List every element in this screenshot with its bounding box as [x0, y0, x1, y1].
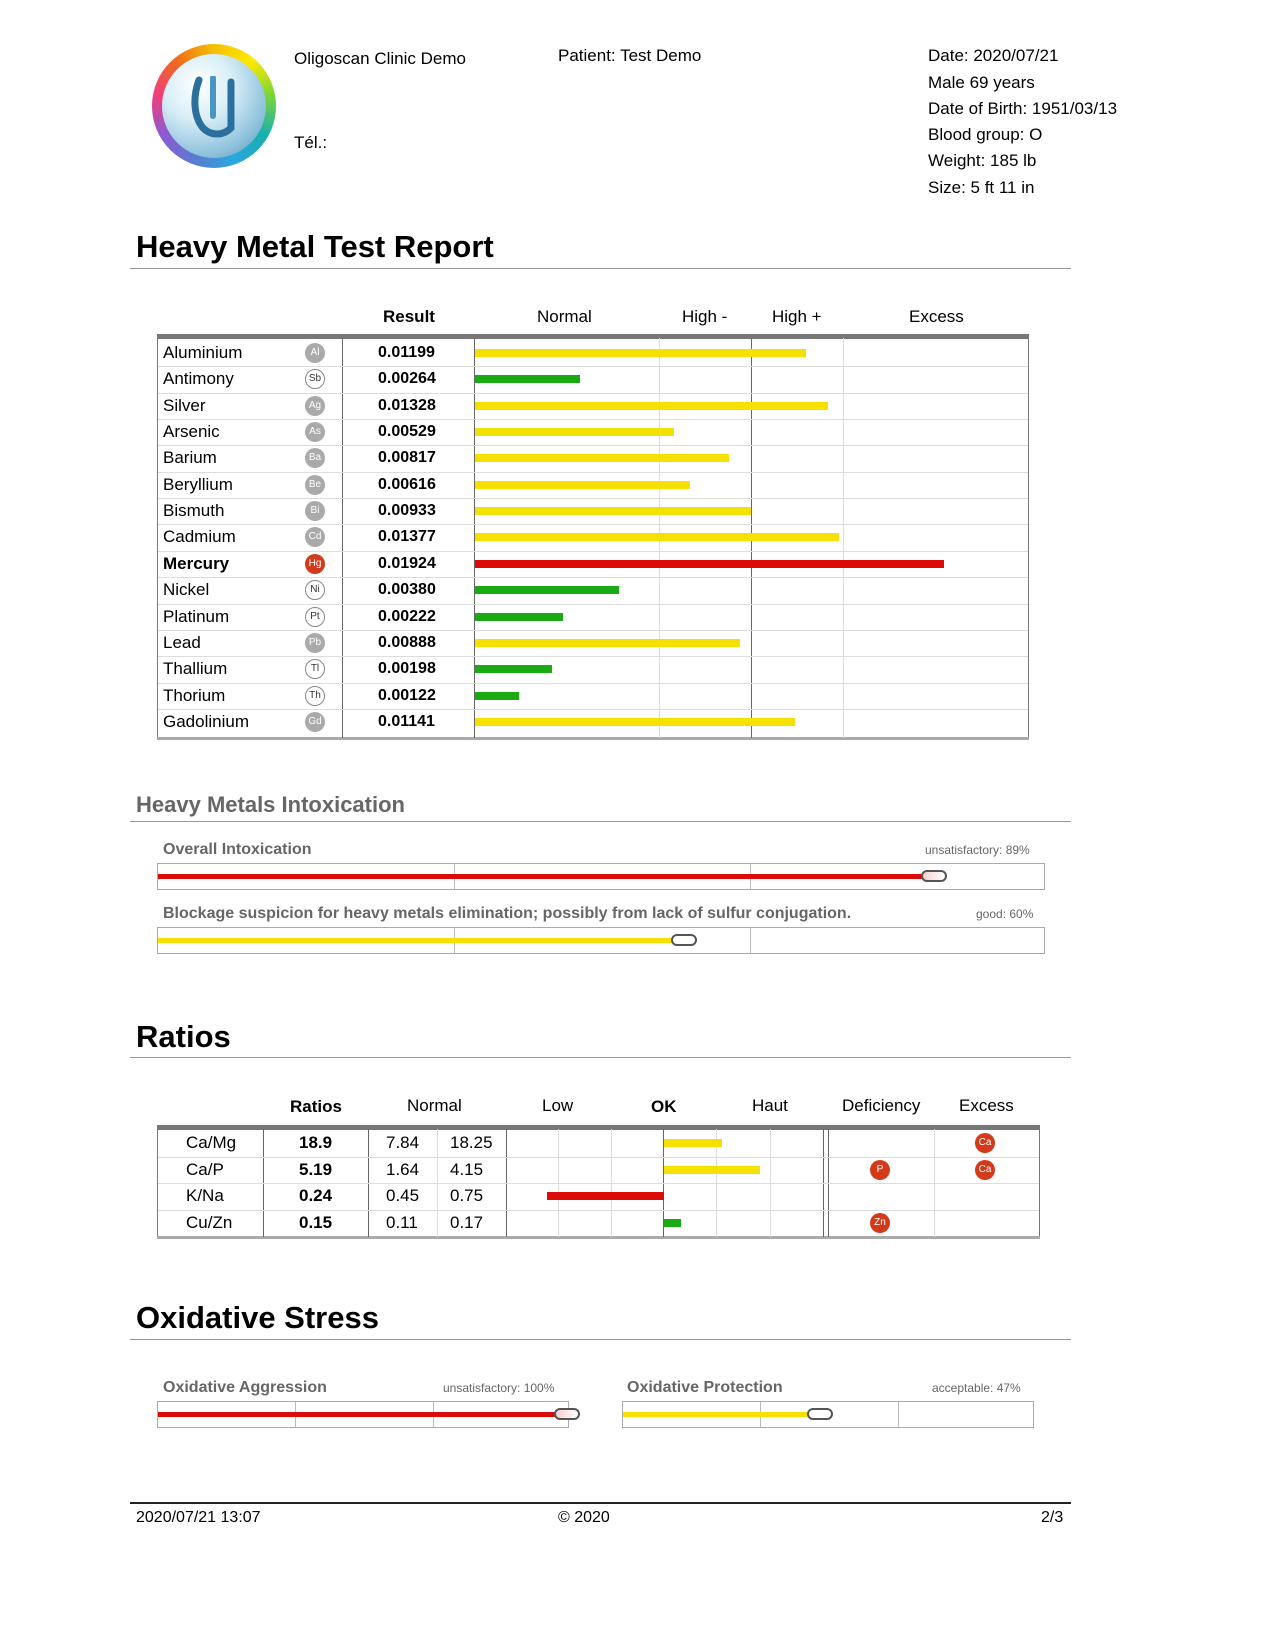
- metal-result-value: 0.01141: [378, 713, 435, 730]
- gauge-label: Overall Intoxication: [163, 841, 312, 858]
- col-haut: Haut: [752, 1096, 788, 1115]
- col-divider: [843, 338, 844, 738]
- gauge-label: Oxidative Aggression: [163, 1379, 327, 1396]
- col-excess: Excess: [959, 1096, 1014, 1115]
- ratio-name: Cu/Zn: [186, 1213, 233, 1232]
- metal-result-value: 0.00198: [378, 660, 436, 677]
- ratio-normal-min: 0.11: [386, 1213, 418, 1232]
- metal-result-value: 0.00222: [378, 608, 436, 625]
- col-high-minus: High -: [682, 307, 728, 326]
- metal-result-value: 0.01377: [378, 528, 436, 545]
- gauge-fill-bar: [158, 1412, 558, 1417]
- gauge-label: Blockage suspicion for heavy metals elimination; possibly from lack of sulfur conjugation.: [163, 905, 852, 922]
- deficiency-element-badge: P: [870, 1160, 890, 1180]
- element-symbol-badge: Pb: [305, 633, 325, 653]
- table-bottom-bar: [157, 1236, 1040, 1239]
- element-symbol-badge: Ag: [305, 396, 325, 416]
- row-divider: [158, 683, 1028, 684]
- element-symbol-badge: Sb: [305, 369, 325, 389]
- oxidative-title: Oxidative Stress: [136, 1300, 379, 1335]
- metal-level-bar: [475, 454, 729, 462]
- row-divider: [158, 577, 1028, 578]
- metal-result-value: 0.00380: [378, 581, 436, 598]
- row-divider: [158, 709, 1028, 710]
- patient-size: Size: 5 ft 11 in: [928, 178, 1035, 197]
- footer-divider: [130, 1502, 1071, 1504]
- ratio-name: Ca/Mg: [186, 1133, 237, 1152]
- ratio-value: 0.24: [299, 1186, 333, 1205]
- patient-name: Patient: Test Demo: [558, 46, 702, 65]
- footer-copyright: © 2020: [558, 1509, 610, 1526]
- col-deficiency: Deficiency: [842, 1096, 921, 1115]
- oxidative-aggression-gauge: [157, 1401, 569, 1428]
- row-divider: [158, 1157, 1039, 1158]
- patient-dob: Date of Birth: 1951/03/13: [928, 99, 1118, 118]
- overall-intoxication-gauge: [157, 863, 1045, 890]
- element-symbol-badge: Hg: [305, 554, 325, 574]
- clinic-name: Oligoscan Clinic Demo: [294, 49, 466, 68]
- metal-level-bar: [475, 639, 740, 647]
- logo-mark-icon: [189, 76, 244, 138]
- metal-result-value: 0.00817: [378, 449, 436, 466]
- row-divider: [158, 393, 1028, 394]
- table-bottom-bar: [157, 737, 1029, 740]
- row-divider: [158, 366, 1028, 367]
- col-divider: [342, 338, 343, 738]
- col-low: Low: [542, 1096, 574, 1115]
- col-ratios: Ratios: [290, 1097, 342, 1116]
- gauge-fill-bar: [158, 938, 675, 943]
- metal-result-value: 0.01328: [378, 397, 436, 414]
- ratio-normal-min: 1.64: [386, 1160, 420, 1179]
- patient-sex-age: Male 69 years: [928, 73, 1035, 92]
- gauge-status: unsatisfactory: 100%: [443, 1381, 555, 1395]
- row-divider: [158, 656, 1028, 657]
- metal-level-bar: [475, 692, 519, 700]
- gauge-tick: [898, 1402, 899, 1427]
- element-symbol-badge: Be: [305, 475, 325, 495]
- metal-name: Lead: [163, 633, 201, 652]
- row-divider: [158, 445, 1028, 446]
- ratio-normal-min: 0.45: [386, 1186, 420, 1205]
- ratio-deviation-bar: [547, 1192, 664, 1200]
- metal-name: Thorium: [163, 686, 226, 705]
- metal-name: Gadolinium: [163, 712, 249, 731]
- metal-name: Thallium: [163, 659, 228, 678]
- ratio-deviation-bar: [664, 1166, 760, 1174]
- oxidative-protection-gauge: [622, 1401, 1034, 1428]
- ratio-deviation-bar: [664, 1219, 681, 1227]
- metal-level-bar: [475, 481, 690, 489]
- deficiency-element-badge: Zn: [870, 1213, 890, 1233]
- footer-page: 2/3: [1041, 1509, 1064, 1526]
- metal-name: Nickel: [163, 580, 210, 599]
- metal-level-bar: [475, 718, 795, 726]
- col-excess: Excess: [909, 307, 964, 326]
- metal-name: Silver: [163, 396, 206, 415]
- ratios-title: Ratios: [136, 1019, 231, 1054]
- gauge-slider-knob: [807, 1408, 833, 1420]
- gauge-slider-knob: [921, 870, 947, 882]
- section-divider: [130, 268, 1071, 269]
- element-symbol-badge: As: [305, 422, 325, 442]
- section-divider: [130, 1057, 1071, 1058]
- col-result: Result: [383, 307, 435, 326]
- ratio-normal-max: 4.15: [450, 1160, 484, 1179]
- element-symbol-badge: Bi: [305, 501, 325, 521]
- metal-name: Beryllium: [163, 475, 233, 494]
- gauge-slider-knob: [671, 934, 697, 946]
- element-symbol-badge: Cd: [305, 527, 325, 547]
- intox-title: Heavy Metals Intoxication: [136, 792, 405, 817]
- metal-name: Barium: [163, 448, 217, 467]
- footer-timestamp: 2020/07/21 13:07: [136, 1509, 261, 1526]
- metal-name: Mercury: [163, 554, 230, 573]
- row-divider: [158, 551, 1028, 552]
- metal-name: Cadmium: [163, 527, 236, 546]
- gauge-status: unsatisfactory: 89%: [925, 843, 1030, 857]
- ratio-normal-max: 0.75: [450, 1186, 484, 1205]
- metal-result-value: 0.00616: [378, 476, 436, 493]
- row-divider: [158, 524, 1028, 525]
- gauge-status: acceptable: 47%: [932, 1381, 1021, 1395]
- ratio-normal-min: 7.84: [386, 1133, 420, 1152]
- metal-name: Bismuth: [163, 501, 225, 520]
- metal-name: Platinum: [163, 607, 230, 626]
- metal-level-bar: [475, 665, 552, 673]
- col-normal: Normal: [537, 307, 592, 326]
- section-divider: [130, 821, 1071, 822]
- excess-element-badge: Ca: [975, 1160, 995, 1180]
- element-symbol-badge: Tl: [305, 659, 325, 679]
- report-title: Heavy Metal Test Report: [136, 229, 494, 264]
- metal-name: Antimony: [163, 369, 234, 388]
- metal-level-bar: [475, 613, 563, 621]
- metal-level-bar: [475, 533, 839, 541]
- metal-result-value: 0.01199: [378, 344, 435, 361]
- excess-element-badge: Ca: [975, 1133, 995, 1153]
- element-symbol-badge: Gd: [305, 712, 325, 732]
- ratio-value: 5.19: [299, 1160, 333, 1179]
- metal-name: Arsenic: [163, 422, 220, 441]
- patient-blood-group: Blood group: O: [928, 125, 1043, 144]
- row-divider: [158, 1183, 1039, 1184]
- oligoscan-logo: [152, 44, 276, 168]
- gauge-label: Oxidative Protection: [627, 1379, 783, 1396]
- ratio-name: Ca/P: [186, 1160, 224, 1179]
- row-divider: [158, 419, 1028, 420]
- row-divider: [158, 604, 1028, 605]
- ratio-name: K/Na: [186, 1186, 224, 1205]
- element-symbol-badge: Th: [305, 686, 325, 706]
- row-divider: [158, 630, 1028, 631]
- element-symbol-badge: Pt: [305, 607, 325, 627]
- metal-level-bar: [475, 586, 619, 594]
- metal-result-value: 0.00888: [378, 634, 436, 651]
- metal-level-bar: [475, 507, 751, 515]
- metal-level-bar: [475, 428, 674, 436]
- metal-result-value: 0.00122: [378, 687, 436, 704]
- ratio-value: 0.15: [299, 1213, 333, 1232]
- ratio-value: 18.9: [299, 1133, 333, 1152]
- ratio-normal-max: 18.25: [450, 1133, 493, 1152]
- element-symbol-badge: Ba: [305, 448, 325, 468]
- section-divider: [130, 1339, 1071, 1340]
- gauge-slider-knob: [554, 1408, 580, 1420]
- metal-result-value: 0.00264: [378, 370, 436, 387]
- patient-weight: Weight: 185 lb: [928, 151, 1037, 170]
- metal-level-bar: [475, 349, 806, 357]
- clinic-tel: Tél.:: [294, 133, 328, 152]
- metal-result-value: 0.01924: [378, 555, 436, 572]
- element-symbol-badge: Al: [305, 343, 325, 363]
- ratio-normal-max: 0.17: [450, 1213, 484, 1232]
- element-symbol-badge: Ni: [305, 580, 325, 600]
- metal-level-bar: [475, 402, 828, 410]
- report-date: Date: 2020/07/21: [928, 46, 1059, 65]
- row-divider: [158, 472, 1028, 473]
- col-high-plus: High +: [772, 307, 822, 326]
- gauge-fill-bar: [623, 1412, 811, 1417]
- metal-level-bar: [475, 375, 580, 383]
- metal-level-bar: [475, 560, 944, 568]
- blockage-suspicion-gauge: [157, 927, 1045, 954]
- ratio-deviation-bar: [664, 1139, 722, 1147]
- metal-result-value: 0.00529: [378, 423, 436, 440]
- col-normal: Normal: [407, 1096, 462, 1115]
- metal-result-value: 0.00933: [378, 502, 436, 519]
- gauge-status: good: 60%: [976, 907, 1034, 921]
- gauge-fill-bar: [158, 874, 925, 879]
- row-divider: [158, 1210, 1039, 1211]
- col-ok: OK: [651, 1097, 677, 1116]
- row-divider: [158, 498, 1028, 499]
- gauge-tick: [750, 928, 751, 953]
- metal-name: Aluminium: [163, 343, 243, 362]
